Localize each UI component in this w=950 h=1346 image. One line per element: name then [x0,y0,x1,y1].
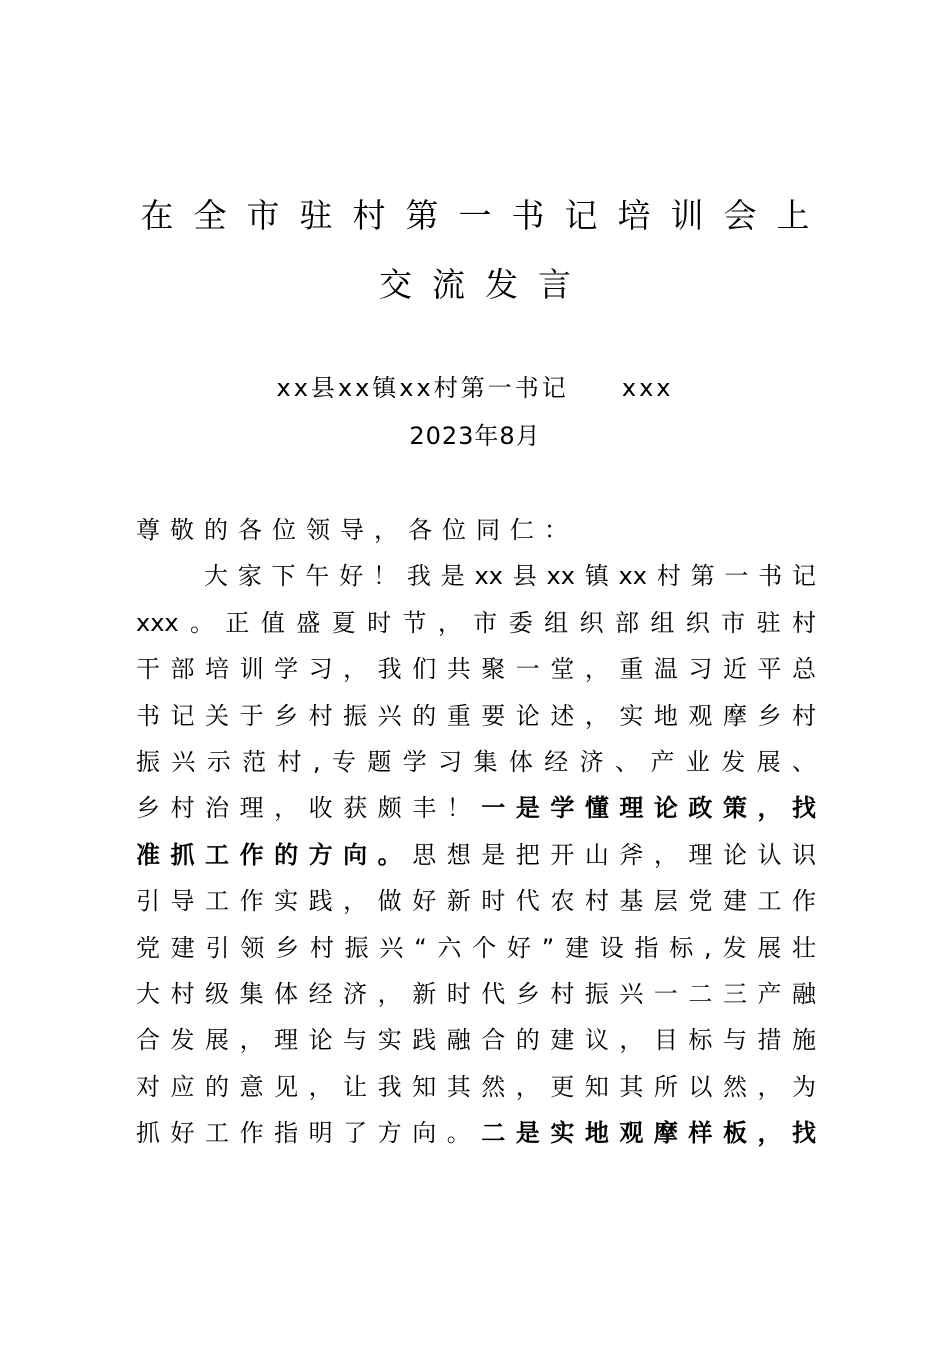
text-segment: 大村级集体经济，新时代乡村振兴一二三产融 [136,979,816,1008]
speech-body [136,507,816,1156]
bold-text-segment: 一是学懂理论政策，找 [481,794,817,823]
text-segment: xxx。正值盛夏时节，市委组织部组织市驻村 [136,608,816,637]
body-line [136,600,816,646]
author-line: xx县xx镇xx村第一书记 xxx [276,374,674,402]
text-segment: 对应的意见，让我知其然，更知其所以然，为 [136,1072,816,1101]
body-line [136,1110,816,1156]
body-line [136,646,816,692]
text-segment: 思想是把开山斧，理论认识 [412,840,817,869]
date-line: 2023年8月 [409,422,541,450]
body-line [136,971,816,1017]
body-line [136,832,816,878]
body-line [136,693,816,739]
text-segment: 党建引领乡村振兴“六个好”建设指标,发展壮 [136,933,816,962]
body-line [136,1017,816,1063]
text-segment: 书记关于乡村振兴的重要论述，实地观摩乡村 [136,701,816,730]
document-title-line-1: 在全市驻村第一书记培训会上 [140,196,830,235]
text-segment: 合发展，理论与实践融合的建议，目标与措施 [136,1026,816,1055]
body-line [136,553,816,599]
bold-text-segment: 二是实地观摩样板，找 [481,1119,817,1148]
document-title-line-2: 交流发言 [379,265,591,304]
body-line [136,1064,816,1110]
text-segment: 引导工作实践，做好新时代农村基层党建工作 [136,887,816,916]
text-segment: 振兴示范村,专题学习集体经济、产业发展、 [136,747,816,776]
text-segment: 乡村治理，收获颇丰！ [136,794,482,823]
text-segment: 干部培训学习，我们共聚一堂，重温习近平总 [136,655,816,684]
body-line [136,785,816,831]
body-line [136,878,816,924]
body-line [136,739,816,785]
text-segment: 大家下午好！我是xx县xx镇xx村第一书记 [204,562,816,591]
text-segment: 抓好工作指明了方向。 [136,1119,482,1148]
body-paragraph [136,553,816,1156]
bold-text-segment: 准抓工作的方向。 [136,840,413,869]
body-line [136,925,816,971]
salutation: 尊敬的各位领导，各位同仁： [136,516,578,544]
